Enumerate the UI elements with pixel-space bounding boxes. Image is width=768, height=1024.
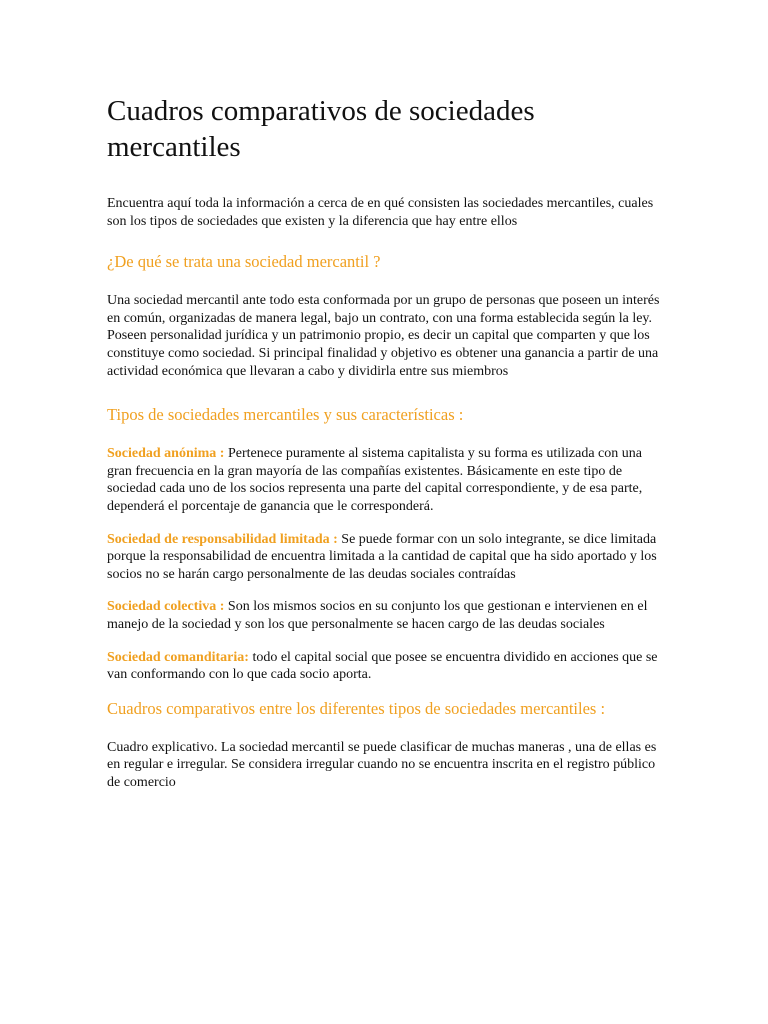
document-page bbox=[107, 93, 667, 791]
type-description: Son los mismos socios en su conjunto los que gestionan e intervienen en el manejo de la sociedad y son los que personalmente se hacen cargo de las deudas sociales bbox=[107, 599, 648, 632]
type-description: Pertenece puramente al sistema capitalista y su forma es utilizada con una gran frecuencia en la gran mayoría de las compañías existentes. Básicamente en este tipo de sociedad cada uno de los socios representa una parte del capital correspondiente, y de esa parte, dependerá el porcentaje de ganancia que le corresponderá. bbox=[107, 446, 643, 514]
intro-paragraph: Encuentra aquí toda la información a cerca de en qué consisten las sociedades mercantiles, cuales son los tipos de sociedades que existen y la diferencia que hay entre ellos bbox=[107, 196, 654, 229]
type-name: Sociedad de responsabilidad limitada : bbox=[107, 531, 338, 547]
type-description: Se puede formar con un solo integrante, se dice limitada porque la responsabilidad de encuentra limitada a la cantidad de capital que ha sido aportado y los socios no se harán cargo personalmente de las deudas sociales contraídas bbox=[107, 531, 657, 582]
definition-paragraph: Una sociedad mercantil ante todo esta conformada por un grupo de personas que poseen un interés en común, organizadas de manera legal, bajo un contrato, con una forma establecida según la ley. Poseen personalidad jurídica y un patrimonio propio, es decir un capital que comparten y que los constituye como sociedad. Si principal finalidad y objetivo es obtener una ganancia a partir de una actividad económica que llevaran a cabo y dividirla entre sus miembros bbox=[107, 293, 660, 379]
type-item-anonima bbox=[107, 445, 667, 515]
type-name: Sociedad anónima : bbox=[107, 446, 225, 462]
type-description: todo el capital social que posee se encuentra dividido en acciones que se van conformando con lo que cada socio aporta. bbox=[107, 649, 658, 683]
type-name: Sociedad comanditaria: bbox=[107, 649, 249, 665]
type-name: Sociedad colectiva : bbox=[107, 599, 225, 615]
page-title: Cuadros comparativos de sociedades mercantiles bbox=[107, 95, 535, 163]
comparison-paragraph: Cuadro explicativo. La sociedad mercantil se puede clasificar de muchas maneras , una de ellas es en regular e irregular. Se considera irregular cuando no se encuentra inscrita en el registro público de comercio bbox=[107, 739, 657, 790]
comparison-heading: Cuadros comparativos entre los diferentes tipos de sociedades mercantiles : bbox=[107, 698, 606, 718]
definition-heading: ¿De qué se trata una sociedad mercantil ? bbox=[107, 252, 381, 272]
type-item-comanditaria bbox=[107, 649, 667, 684]
type-item-responsabilidad-limitada bbox=[107, 531, 667, 584]
type-item-colectiva bbox=[107, 598, 667, 633]
types-heading: Tipos de sociedades mercantiles y sus características : bbox=[107, 405, 464, 425]
